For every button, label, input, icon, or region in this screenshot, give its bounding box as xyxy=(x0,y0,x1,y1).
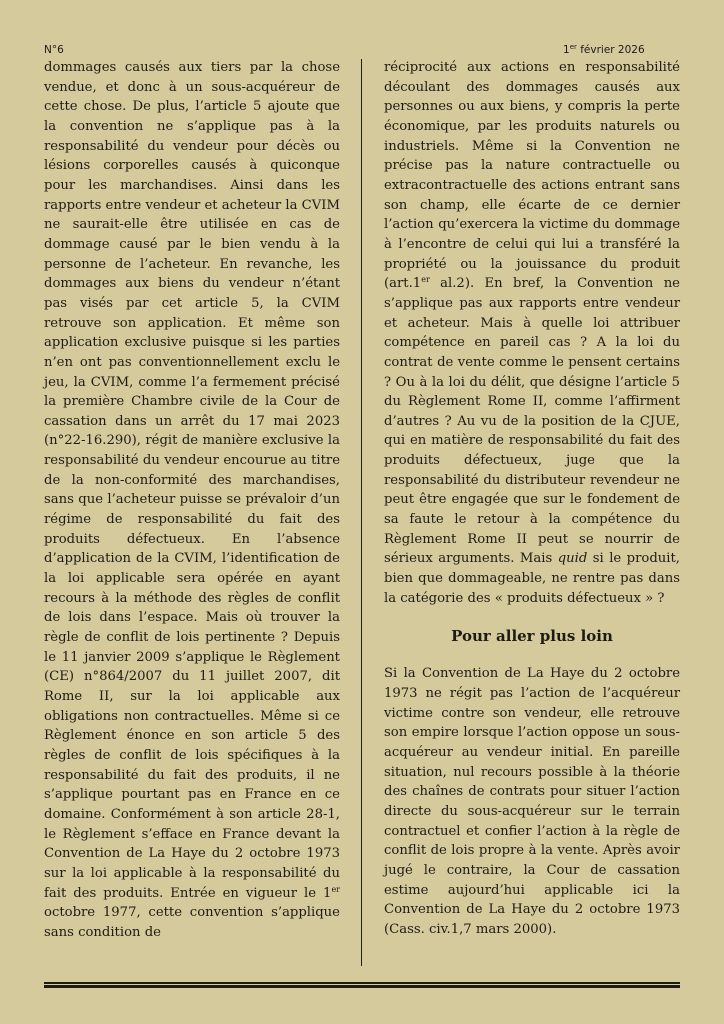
right-paragraph-1 xyxy=(384,58,680,608)
ordinal-superscript: er xyxy=(331,884,340,894)
right-text-part-1: réciprocité aux actions en responsabilité découlant des dommages causés aux personnes ou aux biens, y compris la perte économique, par les produits naturels ou industriels. Même si la Convention ne précise pas la nature contractuelle ou extracontractuelle des actions entrant sans son champ, elle écarte de ce dernier l’action qu’exercera la victime du dommage à l’encontre de celui qui lui a transféré la propriété ou la jouissance du produit (art.1 xyxy=(384,60,680,292)
issue-number: N°6 xyxy=(44,44,64,56)
right-text-part-2: al.2). En bref, la Convention ne s’applique pas aux rapports entre vendeur et acheteur. Mais à quelle loi attribuer compétence en pareil cas ? A la loi du contrat de vente comme le pensent certains ? Ou à la loi du délit, que désigne l’article 5 du Règlement Rome II, comme l’affirment d’autres ? Au vu de la position de la CJUE, qui en matière de responsabilité du fait des produits défectueux, juge que la responsabilité du distributeur revendeur ne peut être engagée que sur le fondement de sa faute le retour à la compétence du Règlement Rome II peut se nourrir de sérieux arguments. Mais xyxy=(384,276,680,567)
italic-quid: quid xyxy=(557,551,588,567)
left-column xyxy=(44,58,340,943)
left-paragraph xyxy=(44,58,340,943)
right-column xyxy=(384,58,680,940)
left-text-part-2: octobre 1977, cette convention s’applique sans condition de xyxy=(44,905,340,940)
date-ordinal: er xyxy=(569,43,577,51)
issue-date xyxy=(563,44,645,56)
section-title: Pour aller plus loin xyxy=(451,627,613,646)
right-paragraph-2: Si la Convention de La Haye du 2 octobre 1973 ne régit pas l’action de l’acquéreur victime contre son vendeur, elle retrouve son empire lorsque l’action oppose un sous-acquéreur au vendeur initial. En pareille situation, nul recours possible à la théorie des chaînes de contrats pour situer l’action directe du sous-acquéreur sur le terrain contractuel et confier l’action à la règle de conflit de lois propre à la vente. Après avoir jugé le contraire, la Cour de cassation estime aujourd’hui applicable ici la Convention de La Haye du 2 octobre 1973 (Cass. civ.1,7 mars 2000). xyxy=(384,666,680,937)
date-month-year: février 2026 xyxy=(576,44,645,56)
right-text-part-3: si le produit, bien que dommageable, ne rentre pas dans la catégorie des « produits défectueux » ? xyxy=(384,551,680,606)
column-divider xyxy=(361,59,362,966)
footer-rule-thin xyxy=(44,982,680,984)
date-day: 1 xyxy=(563,44,570,56)
footer-rule-thick xyxy=(44,985,680,988)
ordinal-superscript: er xyxy=(421,275,430,285)
left-text-part-1: dommages causés aux tiers par la chose vendue, et donc à un sous-acquéreur de cette chose. De plus, l’article 5 ajoute que la convention ne s’applique pas à la responsabilité du vendeur pour décès ou lésions corporelles causés à quiconque pour les marchandises. Ainsi dans les rapports entre vendeur et acheteur la CVIM ne saurait-elle être utilisée en cas de dommage causé par le bien vendu à la personne de l’acheteur. En revanche, les dommages aux biens du vendeur n’étant pas visés par cet article 5, la CVIM retrouve son application. Et même son application exclusive puisque si les parties n’en ont pas conventionnellement exclu le jeu, la CVIM, comme l’a fermement précisé la première Chambre civile de la Cour de cassation dans un arrêt du 17 mai 2023 (n°22-16.290), régit de manière exclusive la responsabilité du vendeur encourue au titre de la non-conformité des marchandises, sans que l’acheteur puisse se prévaloir d’un régime de responsabilité du fait des produits défectueux. En l’absence d’application de la CVIM, l’identification de la loi applicable sera opérée en ayant recours à la méthode des règles de conflit de lois dans l’espace. Mais où trouver la règle de conflit de lois pertinente ? Depuis le 11 janvier 2009 s’applique le Règlement (CE) n°864/2007 du 11 juillet 2007, dit Rome II, sur la loi applicable aux obligations non contractuelles. Même si ce Règlement énonce en son article 5 des règles de conflit de lois spécifiques à la responsabilité du fait des produits, il ne s’applique pourtant pas en France en ce domaine. Conformément à son article 28-1, le Règlement s’efface en France devant la Convention de La Haye du 2 octobre 1973 sur la loi applicable à la responsabilité du fait des produits. Entrée en vigueur le 1 xyxy=(44,60,340,901)
